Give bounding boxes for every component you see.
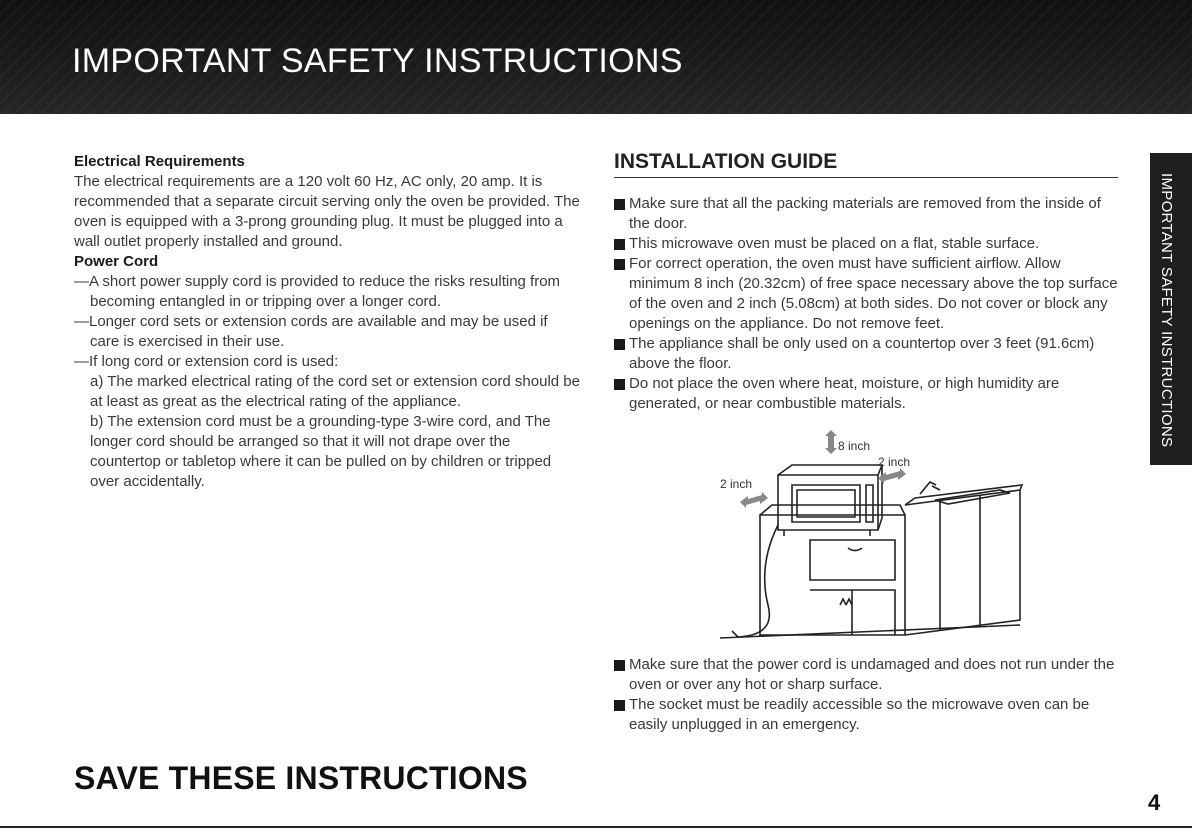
power-cord-item: —If long cord or extension cord is used:	[74, 353, 339, 370]
power-cord-item: —A short power supply cord is provided to reduce the risks resulting from becoming entangled in or tripping over a longer cord.	[74, 273, 561, 310]
electrical-heading: Electrical Requirements	[74, 153, 245, 170]
power-cord-sub-b: b) The extension cord must be a grounding-type 3-wire cord, and The longer cord should be arranged so that it will not drape over the countertop or tabletop where it can be pulled on by children or tripped over accidentally.	[90, 413, 552, 490]
list-item: Make sure that all the packing materials are removed from the inside of the door.	[614, 194, 1118, 234]
installation-list	[614, 194, 1118, 414]
power-cord-heading: Power Cord	[74, 253, 159, 270]
list-item: This microwave oven must be placed on a flat, stable surface.	[614, 234, 1118, 254]
save-instructions: SAVE THESE INSTRUCTIONS	[74, 760, 528, 796]
installation-title: INSTALLATION GUIDE	[614, 150, 1118, 178]
side-tab-label: IMPORTANT SAFETY INSTRUCTIONS	[1158, 173, 1175, 448]
bottom-divider	[0, 826, 1192, 828]
page-number: 4	[1148, 790, 1161, 815]
installation-illustration	[700, 430, 1040, 640]
list-item: Make sure that the power cord is undamaged and does not run under the oven or over any hot or sharp surface.	[614, 655, 1118, 695]
electrical-body: The electrical requirements are a 120 volt 60 Hz, AC only, 20 amp. It is recommended that a separate circuit serving only the oven be provided. The oven is equipped with a 3-prong grounding plug. It must be plugged into a wall outlet properly installed and ground.	[74, 173, 580, 250]
list-item: For correct operation, the oven must have sufficient airflow. Allow minimum 8 inch (20.32cm) of free space necessary above the top surface of the oven and 2 inch (5.08cm) at both sides. Do not cover or block any openings on the appliance. Do not remove feet.	[614, 254, 1118, 334]
power-cord-sub-a: a) The marked electrical rating of the cord set or extension cord should be at least as great as the electrical rating of the appliance.	[90, 373, 580, 410]
label-right: 2 inch	[878, 455, 911, 469]
side-tab	[1150, 153, 1192, 465]
label-left: 2 inch	[720, 477, 753, 491]
page-title: IMPORTANT SAFETY INSTRUCTIONS	[72, 42, 683, 80]
list-item: Do not place the oven where heat, moisture, or high humidity are generated, or near combustible materials.	[614, 374, 1118, 414]
page-header	[0, 0, 1192, 114]
installation-list-after	[614, 655, 1118, 735]
left-column	[74, 152, 580, 492]
label-top: 8 inch	[838, 439, 871, 453]
list-item: The socket must be readily accessible so the microwave oven can be easily unplugged in an emergency.	[614, 695, 1118, 735]
list-item: The appliance shall be only used on a countertop over 3 feet (91.6cm) above the floor.	[614, 334, 1118, 374]
power-cord-item: —Longer cord sets or extension cords are available and may be used if care is exercised in their use.	[74, 313, 548, 350]
right-column	[614, 150, 1118, 414]
